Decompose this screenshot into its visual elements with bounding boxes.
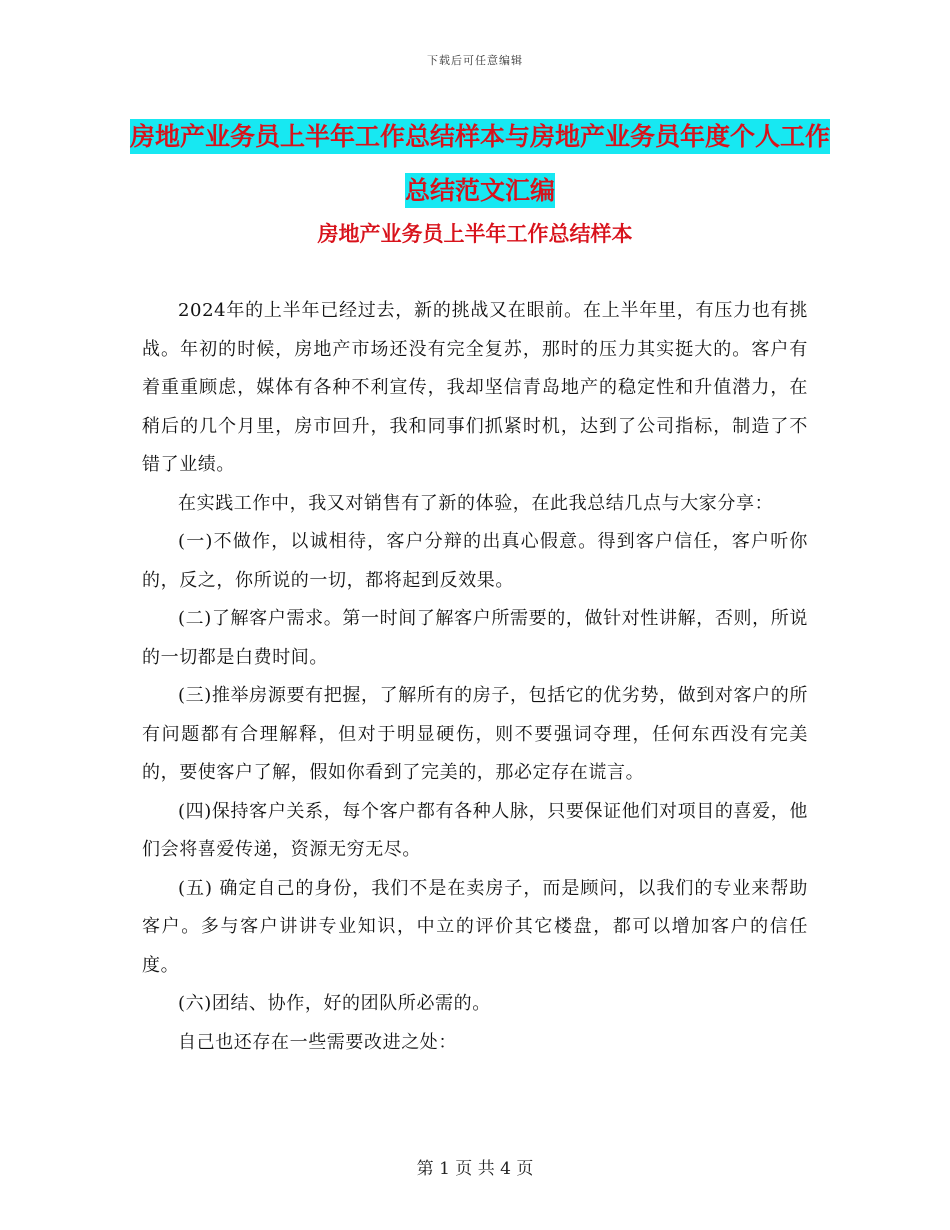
body-paragraph: (一)不做作，以诚相待，客户分辩的出真心假意。得到客户信任，客户听你的，反之，你所说的一切，都将起到反效果。 [142,531,808,591]
body-paragraph: 2024年的上半年已经过去，新的挑战又在眼前。在上半年里，有压力也有挑战。年初的时候，房地产市场还没有完全复苏，那时的压力其实挺大的。客户有着重重顾虑，媒体有各种不利宣传，我却坚信青岛地产的稳定性和升值潜力，在稍后的几个月里，房市回升，我和同事们抓紧时机，达到了公司指标，制造了不错了业绩。 [142,300,808,475]
document-body [142,292,808,1062]
page-footer: 第 1 页 共 4 页 [416,1159,534,1179]
body-paragraph: 在实践工作中，我又对销售有了新的体验，在此我总结几点与大家分享： [178,492,774,514]
body-paragraph: (六)团结、协作，好的团队所必需的。 [178,993,491,1014]
body-paragraph: (四)保持客户关系，每个客户都有各种人脉，只要保证他们对项目的喜爱，他们会将喜爱传递，资源无穷无尽。 [142,800,808,860]
section-title: 房地产业务员上半年工作总结样本 [317,221,633,246]
body-paragraph: (三)推举房源要有把握，了解所有的房子，包括它的优劣势，做到对客户的所有问题都有合理解释，但对于明显硬伤，则不要强词夺理，任何东西没有完美的，要使客户了解，假如你看到了完美的，那必定存在谎言。 [142,685,808,783]
document-title-text: 房地产业务员上半年工作总结样本与房地产业务员年度个人工作总结范文汇编 [130,119,830,208]
body-paragraph: (二)了解客户需求。第一时间了解客户所需要的，做针对性讲解，否则，所说的一切都是白费时间。 [142,608,808,668]
page-header: 下载后可任意编辑 [427,54,523,67]
body-paragraph: (五) 确定自己的身份，我们不是在卖房子，而是顾问，以我们的专业来帮助客户。多与客户讲讲专业知识，中立的评价其它楼盘，都可以增加客户的信任度。 [142,877,808,976]
body-paragraph: 自己也还存在一些需要改进之处： [178,1031,457,1053]
document-title [120,110,840,218]
